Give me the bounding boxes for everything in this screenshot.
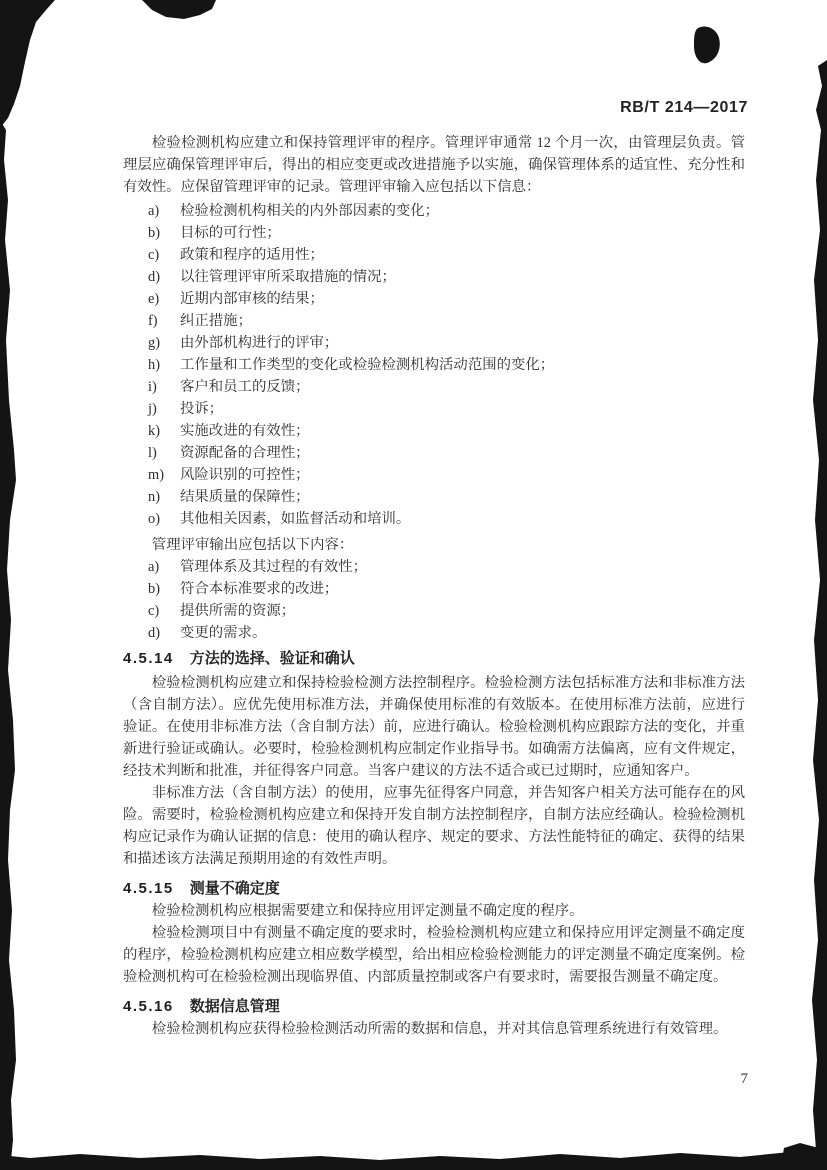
list-item-label: d): [148, 269, 160, 285]
list-item: [123, 376, 745, 398]
list-item: [123, 222, 745, 244]
list-item-text: 检验检测机构相关的内外部因素的变化；: [180, 203, 440, 219]
list-item: [123, 486, 745, 508]
review-output-intro: 管理评审输出应包括以下内容：: [151, 537, 354, 553]
section-4-5-16-paragraph-1: 检验检测机构应获得检验检测活动所需的数据和信息，并对其信息管理系统进行有效管理。: [151, 1021, 728, 1037]
list-item: [123, 266, 745, 288]
list-item: [123, 310, 745, 332]
section-heading-4-5-14: [123, 648, 745, 670]
section-number: 4.5.16: [123, 998, 174, 1015]
list-item: [123, 398, 745, 420]
list-item-text: 变更的需求。: [180, 625, 267, 641]
list-item-label: g): [148, 335, 160, 351]
list-item: [123, 244, 745, 266]
list-item-label: a): [148, 559, 160, 575]
section-number: 4.5.14: [123, 650, 174, 667]
list-item-label: k): [148, 423, 160, 439]
list-item-text: 以往管理评审所采取措施的情况；: [180, 269, 396, 285]
management-review-intro-paragraph: 检验检测机构应建立和保持管理评审的程序。管理评审通常 12 个月一次，由管理层负责。管理层应确保管理评审后，得出的相应变更或改进措施予以实施，确保管理体系的适宜性、充分性和有效性。应保留管理评审的记录。管理评审输入应包括以下信息：: [123, 135, 745, 195]
list-item-label: d): [148, 625, 160, 641]
list-item-label: l): [148, 445, 157, 461]
list-item-text: 实施改进的有效性；: [180, 423, 310, 439]
document-code-header: RB/T 214—2017: [620, 99, 748, 116]
section-title: 方法的选择、验证和确认: [189, 650, 355, 667]
list-item: [123, 420, 745, 442]
list-item-label: h): [148, 357, 160, 373]
section-title: 测量不确定度: [189, 880, 280, 897]
list-item-text: 由外部机构进行的评审；: [180, 335, 339, 351]
list-item: [123, 464, 745, 486]
list-item: [123, 600, 745, 622]
list-item-label: c): [148, 247, 160, 263]
list-item-label: j): [148, 401, 157, 417]
list-item-text: 符合本标准要求的改进；: [180, 581, 339, 597]
list-item-label: a): [148, 203, 160, 219]
list-item: [123, 200, 745, 222]
list-item-text: 近期内部审核的结果；: [180, 291, 324, 307]
list-item-text: 其他相关因素，如监督活动和培训。: [180, 511, 411, 527]
list-item-text: 结果质量的保障性；: [180, 489, 310, 505]
list-item-text: 投诉；: [180, 401, 224, 417]
section-4-5-15-paragraph-2: 检验检测项目中有测量不确定度的要求时，检验检测机构应建立和保持应用评定测量不确定度的程序，检验检测机构应建立相应数学模型，给出相应检验检测能力的评定测量不确定度案例。检验检测机构可在检验检测出现临界值、内部质量控制或客户有要求时，需要报告测量不确定度。: [123, 925, 745, 985]
list-item-text: 客户和员工的反馈；: [180, 379, 310, 395]
page-content: [123, 132, 745, 1040]
list-item: [123, 288, 745, 310]
list-item: [123, 508, 745, 530]
section-4-5-14-paragraph-2: 非标准方法（含自制方法）的使用，应事先征得客户同意，并告知客户相关方法可能存在的风险。需要时，检验检测机构应建立和保持开发自制方法控制程序，自制方法应经确认。检验检测机构应记录作为确认证据的信息：使用的确认程序、规定的要求、方法性能特征的确定、获得的结果和描述该方法满足预期用途的有效性声明。: [123, 785, 745, 867]
list-item-label: n): [148, 489, 160, 505]
list-item-label: o): [148, 511, 160, 527]
section-heading-4-5-15: [123, 878, 745, 900]
list-item-text: 目标的可行性；: [180, 225, 281, 241]
list-item: [123, 354, 745, 376]
page-number: 7: [740, 1071, 748, 1087]
list-item-text: 政策和程序的适用性；: [180, 247, 324, 263]
list-item-label: f): [148, 313, 158, 329]
list-item: [123, 578, 745, 600]
section-4-5-15-paragraph-1: 检验检测机构应根据需要建立和保持应用评定测量不确定度的程序。: [151, 903, 584, 919]
review-input-list: [123, 200, 745, 530]
list-item-label: m): [148, 467, 164, 483]
list-item-label: e): [148, 291, 160, 307]
list-item: [123, 332, 745, 354]
list-item-text: 工作量和工作类型的变化或检验检测机构活动范围的变化；: [180, 357, 555, 373]
section-heading-4-5-16: [123, 996, 745, 1018]
section-title: 数据信息管理: [189, 998, 280, 1015]
section-4-5-14-paragraph-1: 检验检测机构应建立和保持检验检测方法控制程序。检验检测方法包括标准方法和非标准方法（含自制方法）。应优先使用标准方法，并确保使用标准的有效版本。在使用标准方法前，应进行验证。在使用非标准方法（含自制方法）前，应进行确认。检验检测机构应跟踪方法的变化，并重新进行验证或确认。必要时，检验检测机构应制定作业指导书。如确需方法偏离，应有文件规定，经技术判断和批准，并征得客户同意。当客户建议的方法不适合或已过期时，应通知客户。: [123, 675, 745, 779]
review-output-list: [123, 556, 745, 644]
list-item-text: 提供所需的资源；: [180, 603, 296, 619]
list-item: [123, 556, 745, 578]
section-number: 4.5.15: [123, 880, 174, 897]
list-item-text: 资源配备的合理性；: [180, 445, 310, 461]
list-item-text: 纠正措施；: [180, 313, 252, 329]
list-item-label: b): [148, 225, 160, 241]
list-item: [123, 442, 745, 464]
list-item: [123, 622, 745, 644]
list-item-text: 风险识别的可控性；: [180, 467, 310, 483]
list-item-label: i): [148, 379, 157, 395]
list-item-label: b): [148, 581, 160, 597]
list-item-label: c): [148, 603, 160, 619]
list-item-text: 管理体系及其过程的有效性；: [180, 559, 368, 575]
